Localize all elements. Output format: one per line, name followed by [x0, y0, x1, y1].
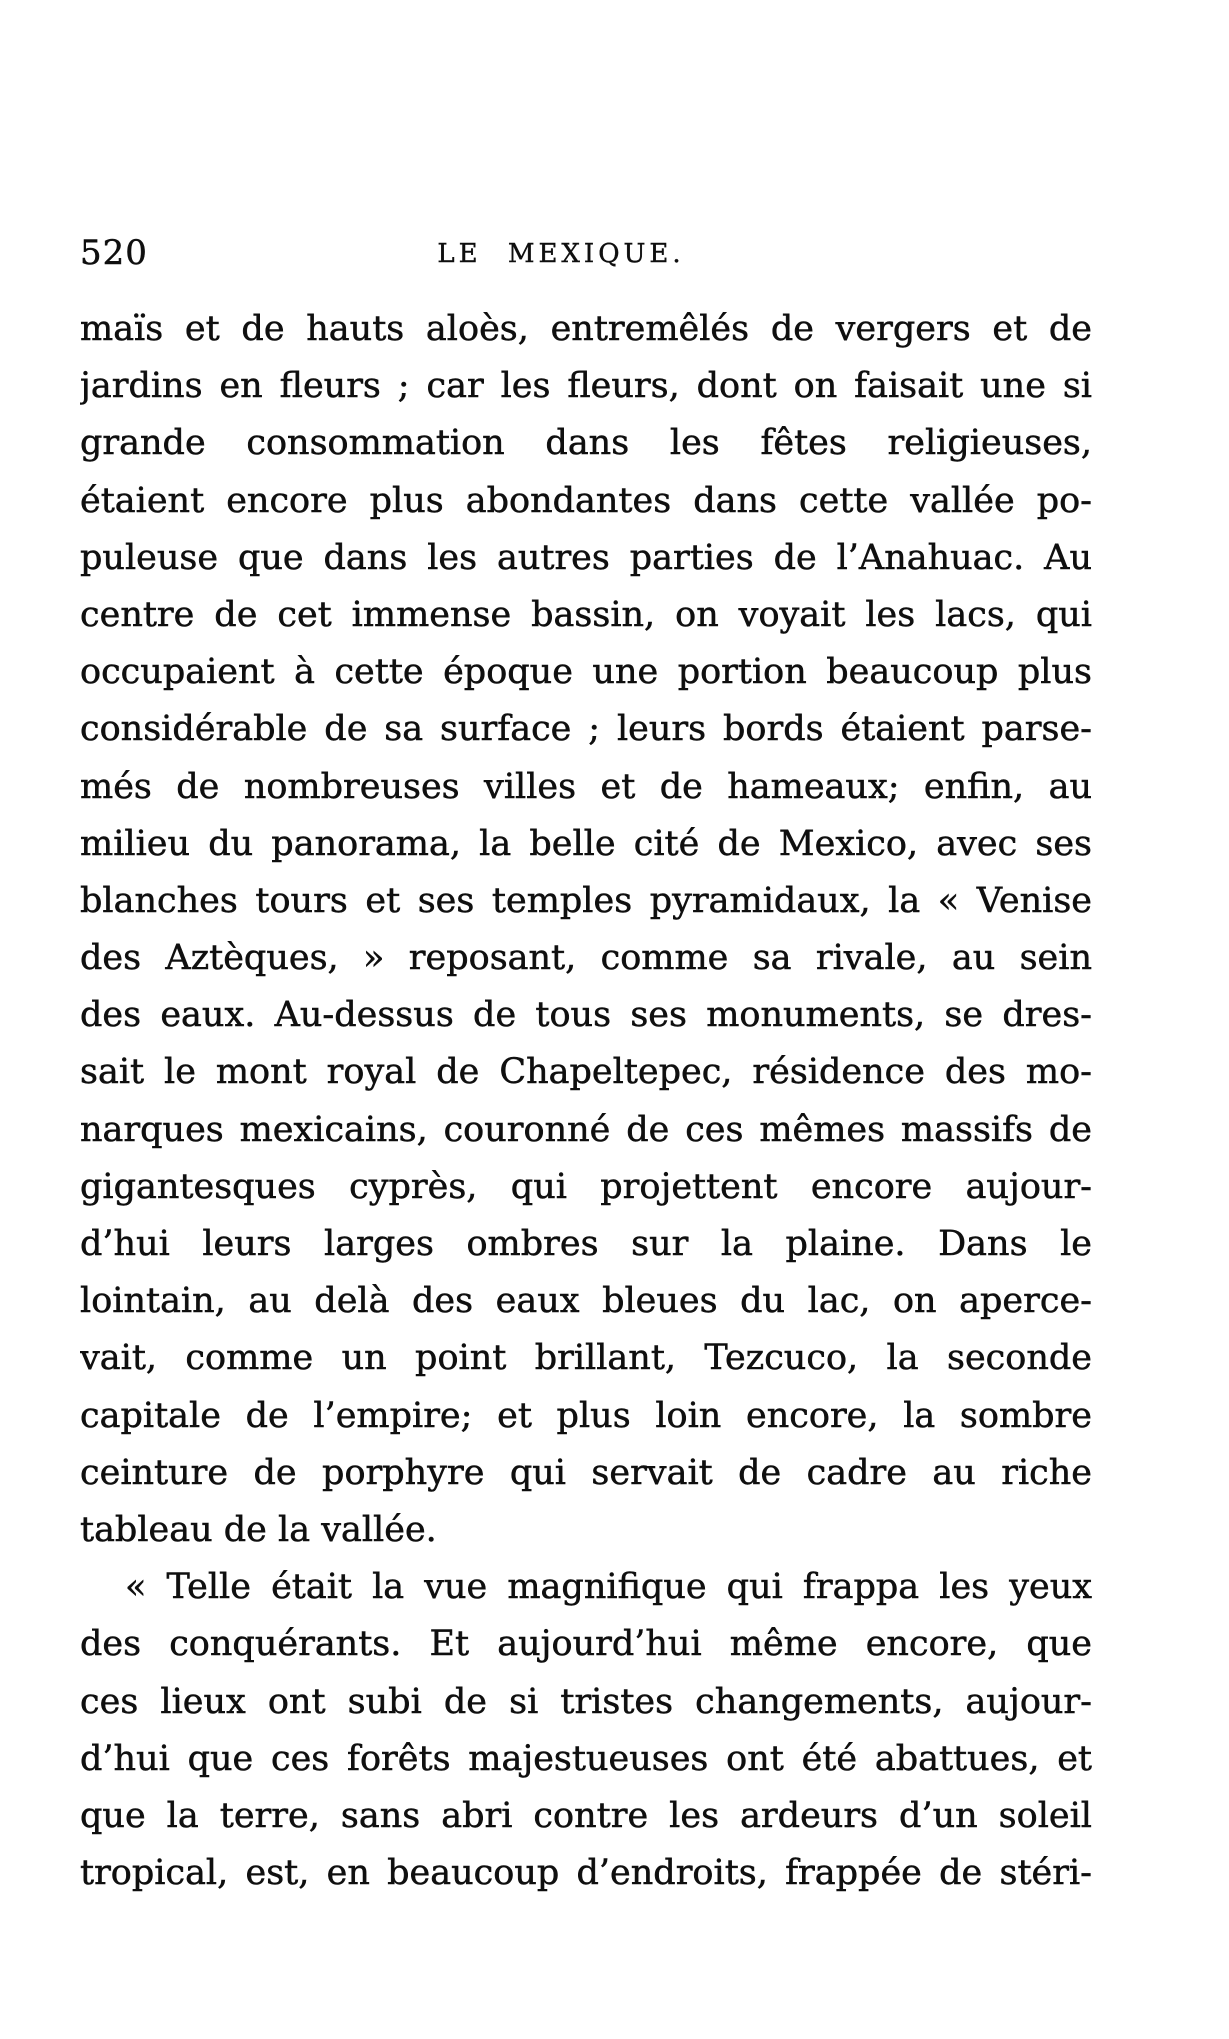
- text-line: capitale de l’empire; et plus loin encore, la sombre: [80, 1395, 1092, 1436]
- text-line: que la terre, sans abri contre les ardeurs d’un soleil: [80, 1795, 1092, 1836]
- text-line: maïs et de hauts aloès, entremêlés de vergers et de: [80, 309, 1092, 349]
- text-line: tableau de la vallée.: [80, 1509, 437, 1550]
- paragraph: [80, 1559, 1092, 1902]
- text-line: centre de cet immense bassin, on voyait les lacs, qui: [80, 594, 1092, 635]
- text-line: jardins en fleurs ; car les fleurs, dont on faisait une si: [80, 366, 1092, 407]
- text-line: lointain, au delà des eaux bleues du lac, on aperce-: [80, 1281, 1092, 1322]
- text-line: vait, comme un point brillant, Tezcuco, la seconde: [80, 1338, 1092, 1379]
- text-line: « Telle était la vue magnifique qui frappa les yeux: [125, 1567, 1092, 1608]
- text-line: grande consommation dans les fêtes religieuses,: [80, 423, 1092, 464]
- page-header: [80, 233, 1092, 273]
- text-line: étaient encore plus abondantes dans cette vallée po-: [80, 480, 1092, 521]
- text-line: narques mexicains, couronné de ces mêmes massifs de: [80, 1109, 1092, 1150]
- text-line: puleuse que dans les autres parties de l’Anahuac. Au: [80, 537, 1092, 578]
- text-line: ceinture de porphyre qui servait de cadre au riche: [80, 1452, 1092, 1493]
- text-line: occupaient à cette époque une portion beaucoup plus: [80, 652, 1092, 693]
- text-line: des Aztèques, » reposant, comme sa rivale, au sein: [80, 938, 1092, 979]
- text-line: des conquérants. Et aujourd’hui même encore, que: [80, 1624, 1092, 1665]
- page-body: [80, 301, 1092, 1902]
- text-line: considérable de sa surface ; leurs bords étaient parse-: [80, 709, 1092, 750]
- text-line: gigantesques cyprès, qui projettent encore aujour-: [80, 1166, 1092, 1207]
- text-line: més de nombreuses villes et de hameaux; enfin, au: [80, 766, 1092, 807]
- text-line: tropical, est, en beaucoup d’endroits, frappée de stéri-: [80, 1853, 1092, 1894]
- text-line: d’hui leurs larges ombres sur la plaine. Dans le: [80, 1224, 1092, 1264]
- text-line: ces lieux ont subi de si tristes changements, aujour-: [80, 1681, 1092, 1722]
- page-number: 520: [80, 233, 148, 273]
- paragraph: [80, 301, 1092, 1559]
- running-title: LE MEXIQUE.: [437, 239, 685, 269]
- text-line: blanches tours et ses temples pyramidaux, la « Venise: [80, 880, 1092, 921]
- text-line: milieu du panorama, la belle cité de Mexico, avec ses: [80, 823, 1092, 864]
- text-line: d’hui que ces forêts majestueuses ont été abattues, et: [80, 1738, 1092, 1779]
- text-line: des eaux. Au-dessus de tous ses monuments, se dres-: [80, 995, 1092, 1036]
- text-line: sait le mont royal de Chapeltepec, résidence des mo-: [80, 1052, 1092, 1093]
